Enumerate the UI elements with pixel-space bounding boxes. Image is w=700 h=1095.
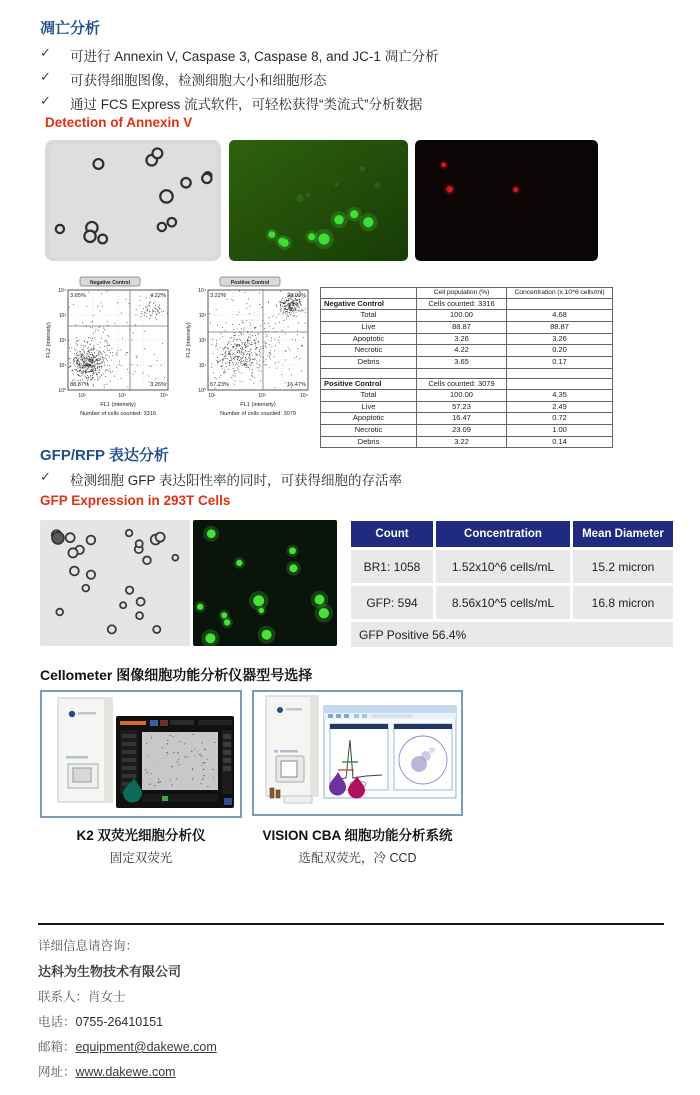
flow-table-cell: 100.00: [417, 390, 507, 402]
gfp-table-header: Mean Diameter: [573, 521, 673, 547]
x-tick: 10⁴: [160, 393, 168, 399]
flow-table-cell: 23.09: [417, 425, 507, 437]
website-link[interactable]: www.dakewe.com: [75, 1065, 176, 1079]
y-axis-label: FL2 (intensity): [186, 322, 192, 358]
vision-cba-illustration: [254, 692, 461, 814]
gfp-table-row: [351, 586, 673, 619]
y-tick: 10¹: [58, 363, 66, 369]
quadrant-label-tl: 3.22%: [210, 293, 226, 299]
quadrant-label-bl: 88.87%: [70, 382, 89, 388]
flow-table-cell: Apoptotic: [321, 333, 417, 345]
x-axis-label: FL1 (intensity): [240, 402, 276, 408]
bullet-text: 可获得细胞图像，检测细胞大小和细胞形态: [70, 73, 327, 88]
y-tick: 10²: [58, 338, 66, 344]
flow-table-cell: Live: [321, 322, 417, 334]
x-axis-label: FL1 (intensity): [100, 402, 136, 408]
quadrant-label-tr: 23.09%: [287, 293, 306, 299]
flow-table-cell: 88.87: [417, 322, 507, 334]
y-tick: 10⁰: [198, 388, 206, 394]
bullet-item: [40, 69, 660, 89]
footer-divider: [38, 923, 664, 925]
brand-logo-dot: [277, 707, 283, 713]
flow-table-row: [321, 333, 613, 345]
gfp-table-cell: 8.56x10^5 cells/mL: [436, 586, 570, 619]
flow-table-cell: 0.17: [507, 356, 613, 368]
product-image-k2: [40, 690, 242, 818]
flow-table-cell: 57.23: [417, 401, 507, 413]
flow-table-row: [321, 322, 613, 334]
plot-title: Negative Control: [89, 280, 131, 286]
flow-table-row: [321, 390, 613, 402]
flow-table-cell: 4.22: [417, 345, 507, 357]
flow-table-cell: Live: [321, 401, 417, 413]
product-subcaption-k2: 固定双荧光: [109, 851, 173, 865]
product-caption-vision-cba: VISION CBA 细胞功能分析系统: [262, 828, 453, 843]
email-label: 邮箱：: [38, 1040, 76, 1054]
section-heading-cellometer: Cellometer 图像细胞功能分析仪器型号选择: [40, 667, 313, 683]
gfp-table-header: Count: [351, 521, 433, 547]
flow-table-row: [321, 436, 613, 448]
gfp-table-cell: GFP: 594: [351, 586, 433, 619]
gfp-table-cell: 16.8 micron: [573, 586, 673, 619]
flow-results-table: [320, 287, 613, 448]
flow-table-cell: 0.14: [507, 436, 613, 448]
flow-table-header: [321, 288, 417, 299]
flow-table-cell: [507, 378, 613, 390]
section-heading-apoptosis: 凋亡分析: [40, 20, 101, 37]
x-tick: 10²: [78, 393, 86, 399]
flow-table-cell: 2.49: [507, 401, 613, 413]
flow-table-cell: Debris: [321, 356, 417, 368]
gfp-table-cell: 1.52x10^6 cells/mL: [436, 550, 570, 583]
bullet-item: [40, 93, 660, 113]
footer-consult-line: 详细信息请咨询：: [38, 939, 139, 953]
flow-table-cell: [507, 298, 613, 310]
x-tick: 10⁴: [300, 393, 308, 399]
y-tick: 10²: [198, 338, 206, 344]
y-tick: 10⁰: [58, 388, 66, 394]
red-fluorescence-micrograph: [415, 140, 598, 261]
gfp-table-footer-row: [351, 622, 673, 647]
flow-table-cell: Negative Control: [321, 298, 417, 310]
subheading-gfp-expression: GFP Expression in 293T Cells: [40, 493, 231, 508]
x-tick: 10³: [118, 393, 126, 399]
subheading-annexin-v: Detection of Annexin V: [45, 115, 193, 130]
flow-table-cell: [321, 368, 417, 378]
quadrant-label-tr: 4.22%: [150, 293, 166, 299]
gfp-table-header: Concentration: [436, 521, 570, 547]
quadrant-label-br: 16.47%: [287, 382, 306, 388]
flow-table-cell: 1.00: [507, 425, 613, 437]
y-tick: 10¹: [198, 363, 206, 369]
website-label: 网址：: [38, 1065, 76, 1079]
flow-table-cell: Total: [321, 310, 417, 322]
flow-table-row: [321, 413, 613, 425]
flow-table-header: Cell population (%): [417, 288, 507, 299]
gfp-table-cell: BR1: 1058: [351, 550, 433, 583]
bullet-text: 检测细胞 GFP 表达阳性率的同时，可获得细胞的存活率: [70, 473, 403, 488]
bullet-text: 可进行 Annexin V, Caspase 3, Caspase 8, and JC-1 凋亡分析: [70, 49, 439, 64]
quadrant-label-bl: 57.23%: [210, 382, 229, 388]
y-tick: 10³: [58, 313, 66, 319]
flow-table-cell: 88.87: [507, 322, 613, 334]
footer-contact-person: 联系人：肖女士: [38, 990, 126, 1004]
check-icon: ✓: [40, 469, 51, 484]
flow-table-cell: 4.68: [507, 310, 613, 322]
check-icon: ✓: [40, 69, 51, 84]
check-icon: ✓: [40, 93, 51, 108]
bullet-text: 通过 FCS Express 流式软件，可轻松获得“类流式”分析数据: [70, 97, 423, 112]
check-icon: ✓: [40, 45, 51, 60]
flow-table-cell: Debris: [321, 436, 417, 448]
flow-table-row: [321, 425, 613, 437]
gfp-table-row: [351, 550, 673, 583]
section-heading-gfp-rfp: GFP/RFP 表达分析: [40, 447, 169, 464]
gfp-table-cell: 15.2 micron: [573, 550, 673, 583]
flow-table-cell: 4.35: [507, 390, 613, 402]
flow-table-cell: 3.26: [417, 333, 507, 345]
flow-table-cell: Total: [321, 390, 417, 402]
flow-table-cell: Cells counted: 3079: [417, 378, 507, 390]
y-tick: 10⁴: [198, 288, 206, 294]
flow-table-row: [321, 298, 613, 310]
quadrant-label-br: 3.26%: [150, 382, 166, 388]
plot-title: Positive Control: [230, 280, 270, 286]
flow-table-cell: 3.26: [507, 333, 613, 345]
footer-phone-line: [38, 1012, 163, 1030]
flow-table-spacer-row: [321, 368, 613, 378]
flow-scatter-negative-control: [42, 276, 178, 420]
flow-table-cell: Apoptotic: [321, 413, 417, 425]
flow-table-cell: [417, 368, 507, 378]
flow-table-cell: 3.65: [417, 356, 507, 368]
cells-counted-caption: Number of cells counted: 3316: [80, 411, 156, 417]
bullet-item: [40, 45, 660, 65]
flow-table-row: [321, 345, 613, 357]
gfp-fluorescence-micrograph: [193, 520, 337, 646]
footer-email-line: [38, 1037, 217, 1055]
footer-company-name: 达科为生物技术有限公司: [38, 964, 182, 979]
y-axis-label: FL2 (intensity): [46, 322, 52, 358]
email-link[interactable]: equipment@dakewe.com: [75, 1040, 217, 1054]
flow-table-cell: 0.72: [507, 413, 613, 425]
brightfield-micrograph: [45, 140, 221, 261]
flow-table-cell: 3.22: [417, 436, 507, 448]
k2-illustration: [42, 692, 240, 816]
flow-table-cell: Necrotic: [321, 425, 417, 437]
brand-logo-dot: [69, 711, 75, 717]
flow-table-header: Concentration (x 10^6 cells/ml): [507, 288, 613, 299]
flow-table-cell: [507, 368, 613, 378]
flow-table-cell: Necrotic: [321, 345, 417, 357]
flow-table-cell: Cells counted: 3316: [417, 298, 507, 310]
phone-number: 0755-26410151: [75, 1015, 164, 1029]
x-tick: 10³: [258, 393, 266, 399]
flow-scatter-positive-control: [182, 276, 318, 420]
flow-table-row: [321, 401, 613, 413]
cells-counted-caption: Number of cells counted: 3079: [220, 411, 296, 417]
y-tick: 10⁴: [58, 288, 66, 294]
gfp-brightfield-micrograph: [40, 520, 190, 646]
product-image-vision-cba: [252, 690, 463, 816]
flow-table-row: [321, 356, 613, 368]
dark-cell: [52, 532, 64, 544]
quadrant-label-tl: 3.65%: [70, 293, 86, 299]
flow-table-cell: 100.00: [417, 310, 507, 322]
flow-table-cell: 16.47: [417, 413, 507, 425]
y-tick: 10³: [198, 313, 206, 319]
flow-table-row: [321, 310, 613, 322]
green-fluorescence-micrograph: [229, 140, 408, 261]
product-subcaption-vision-cba: 选配双荧光，冷 CCD: [298, 851, 417, 865]
flow-table-header-row: [321, 288, 613, 299]
phone-label: 电话：: [38, 1015, 76, 1029]
flow-table-row: [321, 378, 613, 390]
gfp-table-header-row: [351, 521, 673, 547]
flow-table-cell: Positive Control: [321, 378, 417, 390]
gfp-positive-value: GFP Positive 56.4%: [351, 622, 673, 647]
bullet-item: [40, 469, 660, 489]
product-caption-k2: K2 双荧光细胞分析仪: [76, 828, 206, 843]
x-tick: 10¹: [208, 393, 216, 399]
gfp-results-table: [348, 518, 676, 650]
footer-website-line: [38, 1062, 176, 1080]
flow-table-cell: 0.20: [507, 345, 613, 357]
